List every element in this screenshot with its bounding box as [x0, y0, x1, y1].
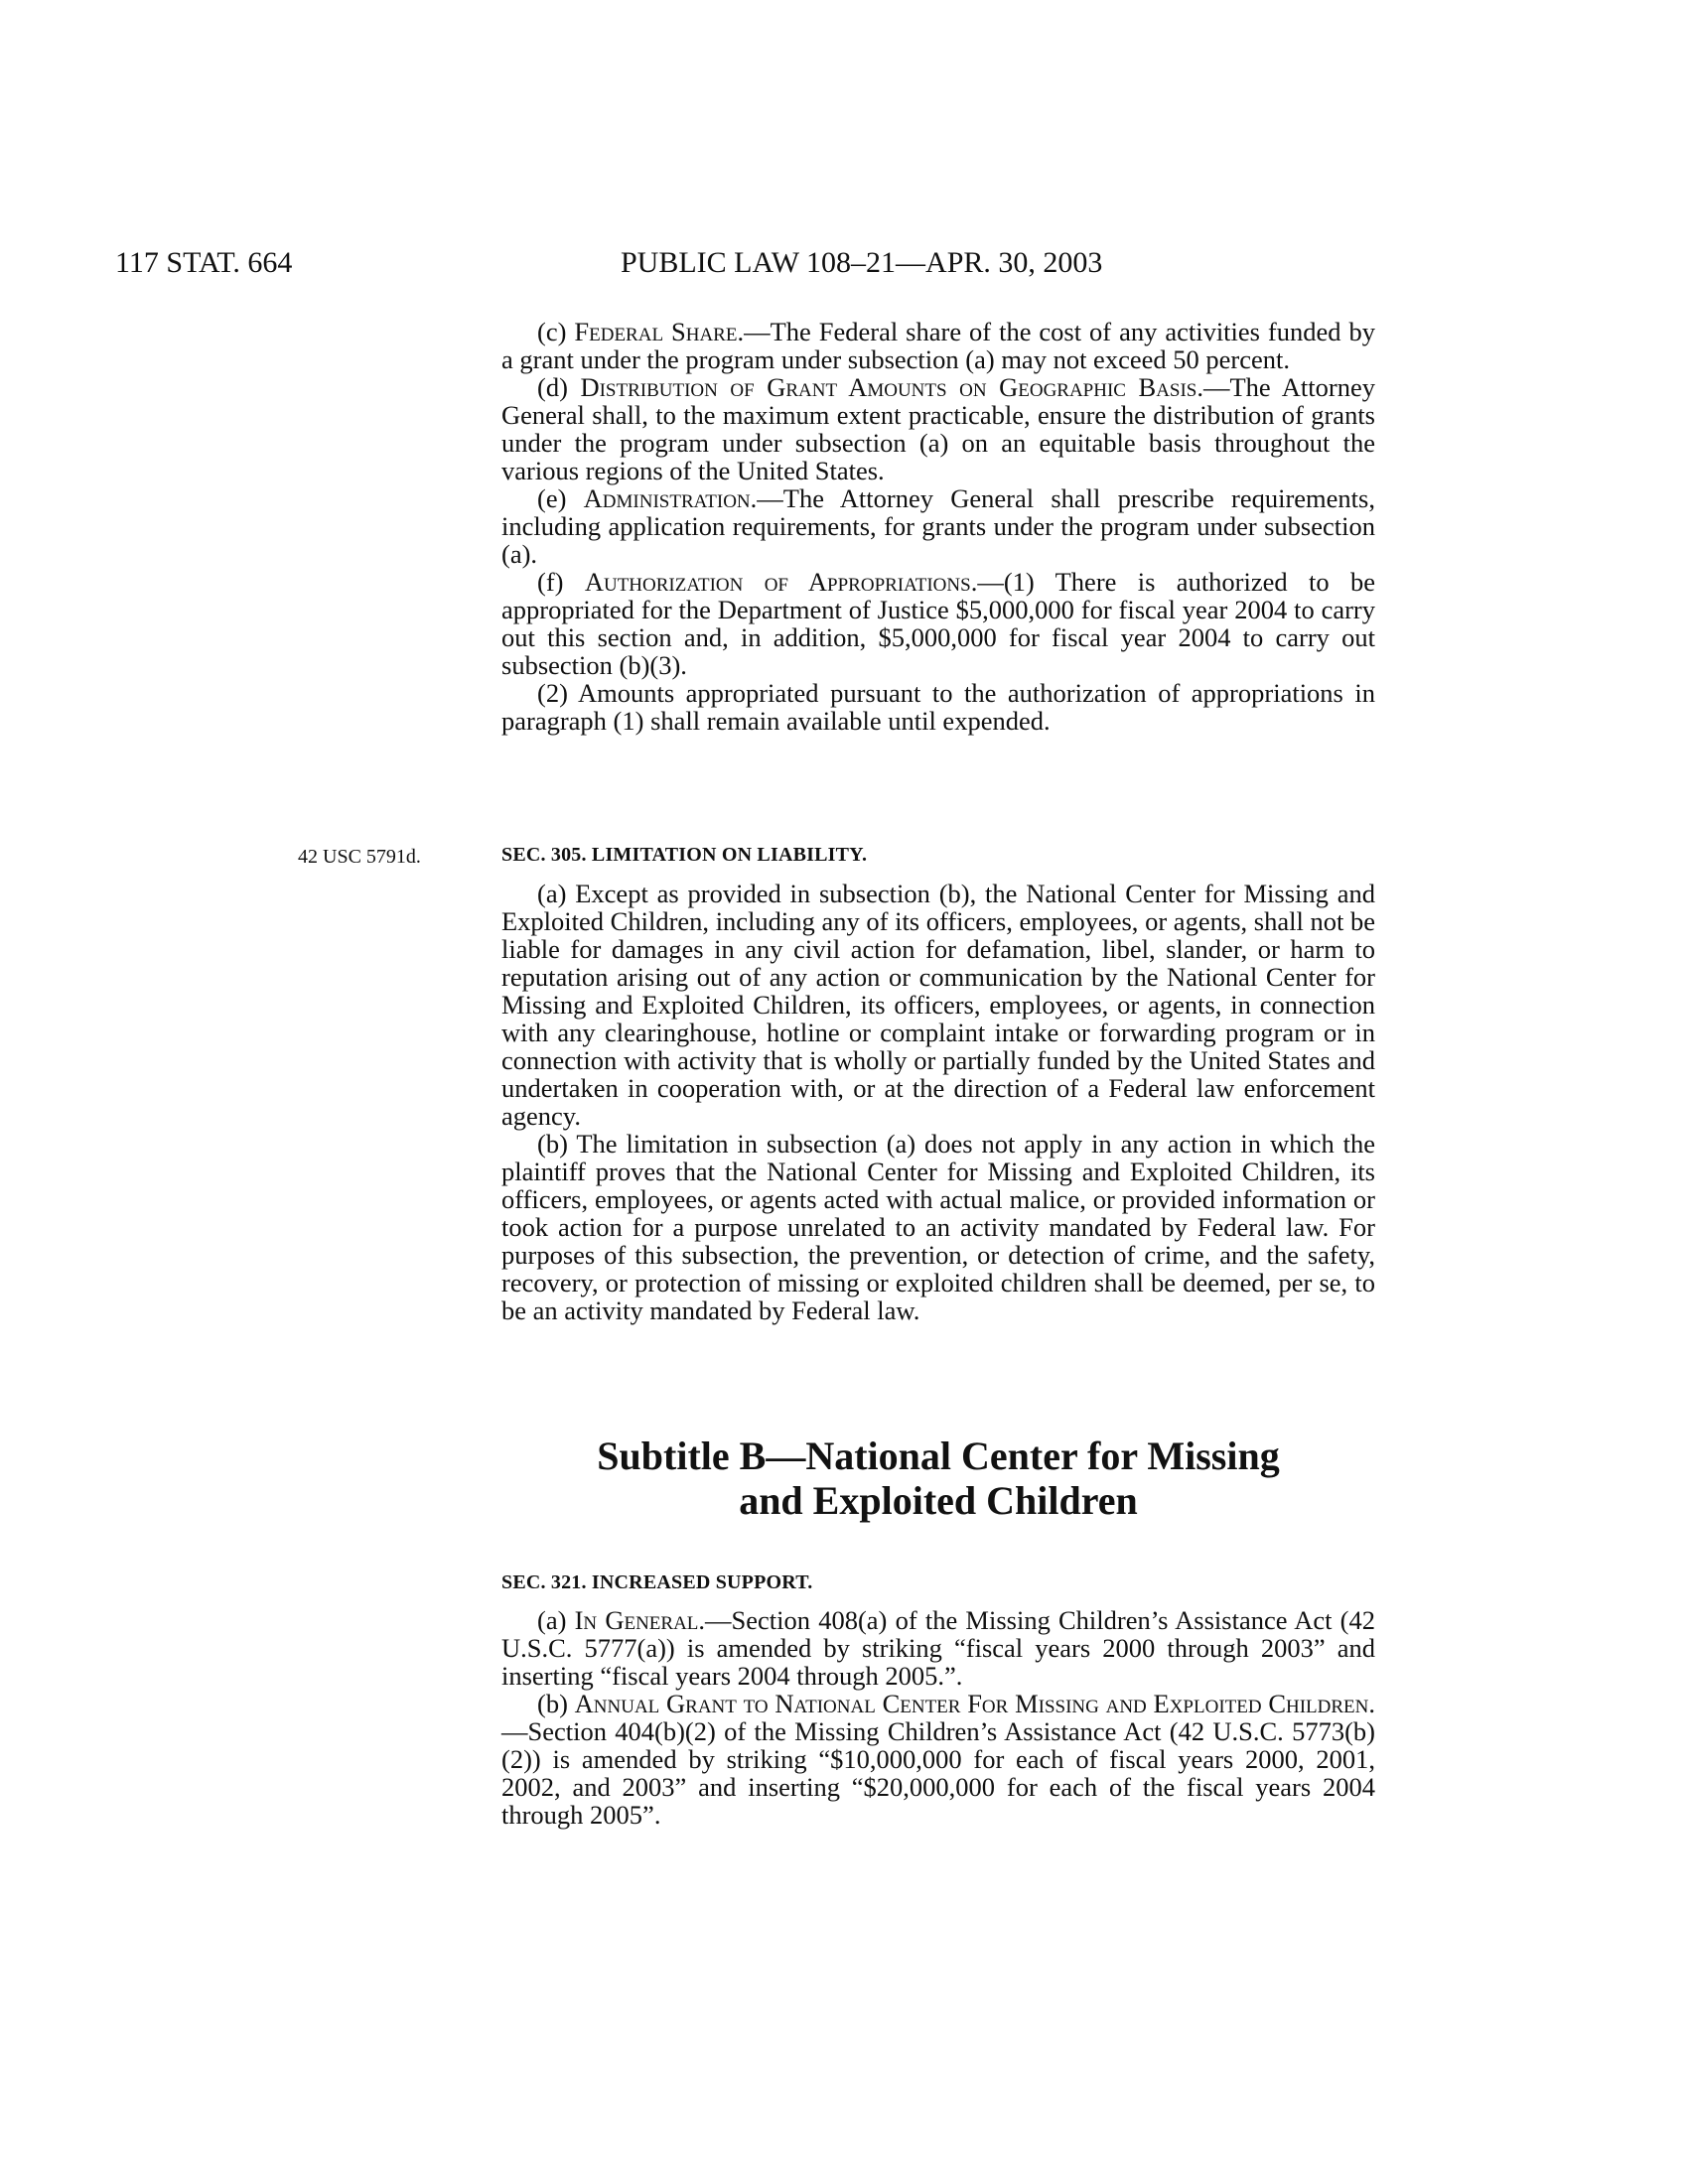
subtitle-line-2: and Exploited Children — [739, 1478, 1138, 1523]
page-header — [0, 246, 1688, 286]
paragraph-321a: (a) In General.—Section 408(a) of the Missing Children’s Assistance Act (42 U.S.C. 5777(a)) is amended by striking “fiscal years 2000 through 2003” and inserting “fiscal years 2004 through 2005.”. — [501, 1605, 1375, 1691]
paragraph-321b: (b) Annual Grant to National Center For Missing and Exploited Children.—Section 404(b)(2) of the Missing Children’s Assistance Act (42 U.S.C. 5773(b)(2)) is amended by striking “$10,000,000 for each of fiscal years 2000, 2001, 2002, and 2003” and inserting “$20,000,000 for each of the fiscal years 2004 through 2005”. — [501, 1689, 1376, 1830]
stat-citation: 117 STAT. 664 — [115, 246, 293, 279]
section-321-body — [501, 1606, 1375, 1829]
paragraph-f2: (2) Amounts appropriated pursuant to the authorization of appropriations in paragraph (1) shall remain available until expended. — [501, 678, 1375, 736]
usc-sidenote: 42 USC 5791d. — [298, 846, 421, 868]
paragraph-c: (c) Federal Share.—The Federal share of the cost of any activities funded by a grant under the program under subsection (a) may not exceed 50 percent. — [501, 317, 1375, 374]
subtitle-heading — [501, 1433, 1375, 1523]
paragraph-305b: (b) The limitation in subsection (a) does not apply in any action in which the plaintiff proves that the National Center for Missing and Exploited Children, its officers, employees, or agents acted with actual malice, or provided information or took action for a purpose unrelated to an activity mandated by Federal law. For purposes of this subsection, the prevention, or detection of crime, and the safety, recovery, or protection of missing or exploited children shall be deemed, per se, to be an activity mandated by Federal law. — [501, 1129, 1375, 1325]
section-321-heading: SEC. 321. INCREASED SUPPORT. — [501, 1571, 813, 1593]
law-title: PUBLIC LAW 108–21—APR. 30, 2003 — [621, 246, 1103, 279]
section-304-continuation — [501, 318, 1375, 735]
subtitle-line-1: Subtitle B—National Center for Missing — [597, 1433, 1280, 1478]
section-305-body — [501, 880, 1375, 1324]
paragraph-e: (e) Administration.—The Attorney General shall prescribe requirements, including application requirements, for grants under the program under subsection (a). — [501, 483, 1375, 569]
paragraph-305a: (a) Except as provided in subsection (b), the National Center for Missing and Exploited Children, including any of its officers, employees, or agents, shall not be liable for damages in any civil action for defamation, libel, slander, or harm to reputation arising out of any action or communication by the National Center for Missing and Exploited Children, its officers, employees, or agents, in connection with any clearinghouse, hotline or complaint intake or forwarding program or in connection with activity that is wholly or partially funded by the United States and undertaken in cooperation with, or at the direction of a Federal law enforcement agency. — [501, 879, 1375, 1131]
section-305-heading: SEC. 305. LIMITATION ON LIABILITY. — [501, 844, 868, 866]
paragraph-d: (d) Distribution of Grant Amounts on Geographic Basis.—The Attorney General shall, to the maximum extent practicable, ensure the distribution of grants under the program under subsection (a) on an equitable basis throughout the various regions of the United States. — [501, 372, 1375, 485]
paragraph-f: (f) Authorization of Appropriations.—(1) There is authorized to be appropriated for the Department of Justice $5,000,000 for fiscal year 2004 to carry out this section and, in addition, $5,000,000 for fiscal year 2004 to carry out subsection (b)(3). — [501, 567, 1375, 680]
